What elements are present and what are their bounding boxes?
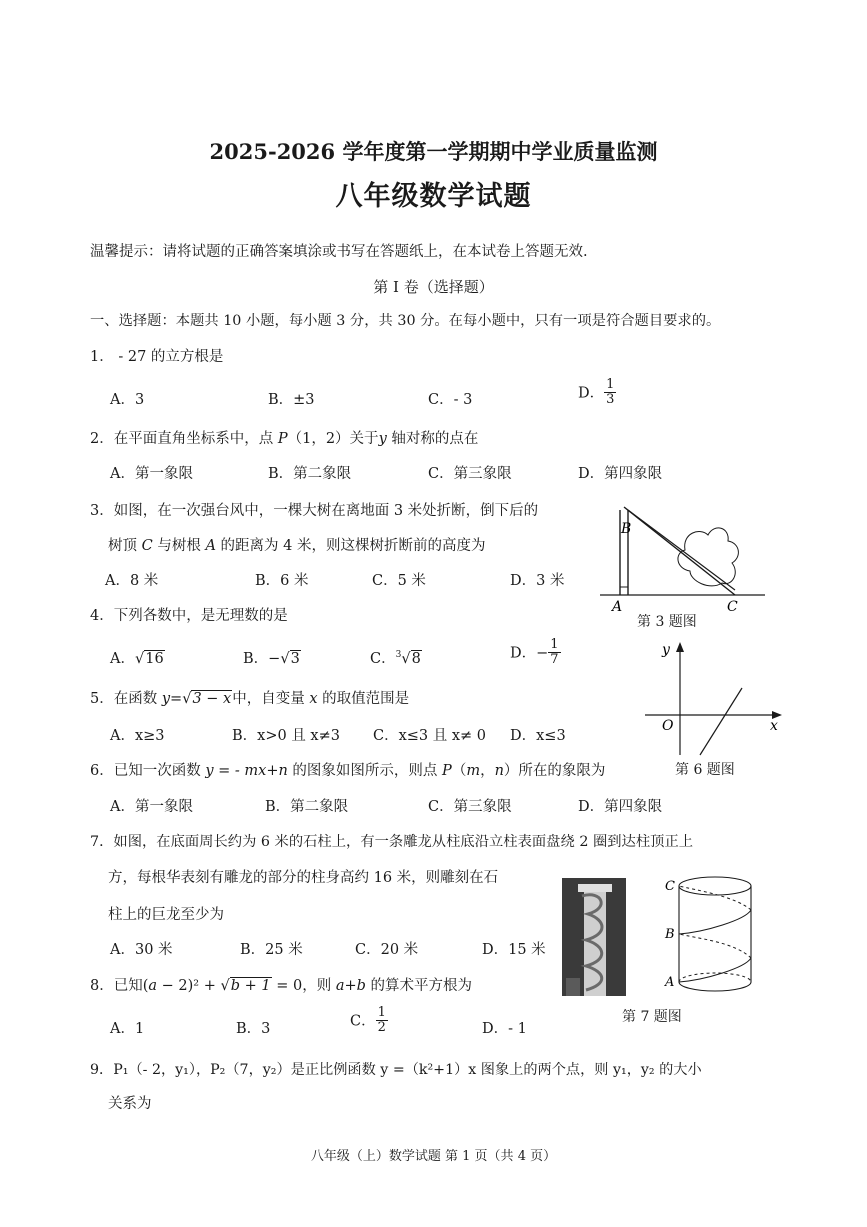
q2-option-d: D．第四象限 [578, 466, 663, 482]
q6-graph-figure [640, 640, 790, 760]
q7-option-b: B．25 米 [240, 942, 303, 958]
q6-option-b: B．第二象限 [265, 799, 349, 815]
question-7-line2: 方，每根华表刻有雕龙的部分的柱身高约 16 米，则雕刻在石 [108, 870, 499, 886]
q6-label-y: y [662, 642, 670, 658]
question-4-stem: 4．下列各数中，是无理数的是 [90, 608, 288, 624]
q7-option-d: D．15 米 [482, 942, 546, 958]
q3-label-b: B [621, 521, 632, 537]
q7-label-b: B [665, 927, 675, 942]
q1-option-c: C．- 3 [428, 392, 473, 408]
question-9-line2: 关系为 [108, 1096, 152, 1112]
q3-label-c: C [727, 599, 738, 615]
q6-option-c: C．第三象限 [428, 799, 512, 815]
q3-option-b: B．6 米 [255, 573, 309, 589]
q6-label-x: x [770, 718, 778, 734]
question-9-line1: 9．P₁（- 2，y₁），P₂（7，y₂）是正比例函数 y =（k²+1）x 图象上的两个点，则 y₁，y₂ 的大小 [90, 1062, 702, 1078]
notice: 温馨提示：请将试题的正确答案填涂或书写在答题纸上，在本试卷上答题无效. [90, 244, 588, 260]
section-title: 第 I 卷（选择题） [373, 278, 494, 296]
q4-option-d: D．− $\frac{1}{7}$ [510, 637, 559, 667]
q5-option-a: A．x≥3 [110, 728, 165, 744]
q4-option-a: A．√16 [110, 651, 164, 667]
q8-option-c: C． $\frac{1}{2}$ [350, 1005, 386, 1035]
exam-subtitle: 八年级数学试题 [335, 181, 532, 212]
q3-label-a: A [612, 599, 623, 615]
q7-cylinder-figure [665, 872, 775, 1002]
q3-figure-caption: 第 3 题图 [637, 614, 697, 630]
q7-option-c: C．20 米 [355, 942, 419, 958]
q5-option-c: C．x≤3 且 x≠ 0 [373, 728, 487, 744]
q6-label-o: O [662, 718, 674, 734]
question-7-line3: 柱上的巨龙至少为 [108, 907, 224, 923]
q1-option-b: B．±3 [268, 392, 315, 408]
q5-option-d: D．x≤3 [510, 728, 566, 744]
page-footer: 八年级（上）数学试题 第 1 页（共 4 页） [310, 1149, 557, 1164]
q1-option-a: A．3 [110, 392, 145, 408]
q5-option-b: B．x>0 且 x≠3 [232, 728, 340, 744]
q7-option-a: A．30 米 [110, 942, 173, 958]
exam-title: 2025-2026 学年度第一学期期中学业质量监测 [209, 139, 658, 164]
q7-label-a: A [665, 975, 675, 990]
q3-option-d: D．3 米 [510, 573, 565, 589]
q8-option-d: D．- 1 [482, 1021, 527, 1037]
q8-option-a: A．1 [110, 1021, 145, 1037]
q3-option-c: C．5 米 [372, 573, 426, 589]
question-7-line1: 7．如图，在底面周长约为 6 米的石柱上，有一条雕龙从柱底沿立柱表面盘绕 2 圈到达柱顶正上 [90, 834, 694, 850]
question-6-stem: 6．已知一次函数 y = - mx+n 的图象如图所示，则点 P（m，n）所在的象限为 [90, 763, 606, 779]
q2-option-b: B．第二象限 [268, 466, 352, 482]
q6-figure-caption: 第 6 题图 [675, 762, 735, 778]
q2-option-a: A．第一象限 [110, 466, 193, 482]
q7-figure-caption: 第 7 题图 [622, 1009, 682, 1025]
section-intro: 一、选择题：本题共 10 小题，每小题 3 分，共 30 分。在每小题中，只有一项是符合题目要求的。 [90, 313, 721, 329]
q4-option-c: C．$^3$√8 [370, 650, 421, 667]
question-1-stem: 1． - 27 的立方根是 [90, 349, 224, 365]
question-3-line2: 树顶 C 与树根 A 的距离为 4 米，则这棵树折断前的高度为 [108, 538, 486, 554]
q6-option-d: D．第四象限 [578, 799, 663, 815]
q4-option-b: B．−√3 [243, 651, 300, 667]
q6-option-a: A．第一象限 [110, 799, 193, 815]
q3-option-a: A．8 米 [105, 573, 159, 589]
question-3-line1: 3．如图，在一次强台风中，一棵大树在离地面 3 米处折断，倒下后的 [90, 503, 539, 519]
q3-tree-figure [590, 495, 770, 615]
q8-option-b: B．3 [236, 1021, 271, 1037]
q7-label-c: C [665, 879, 675, 894]
question-5-stem: 5．在函数 y=√3 − x中，自变量 x 的取值范围是 [90, 691, 410, 707]
question-2-stem: 2．在平面直角坐标系中，点 P（1，2）关于y 轴对称的点在 [90, 431, 479, 447]
q2-option-c: C．第三象限 [428, 466, 512, 482]
question-8-stem: 8．已知(a − 2)² + √b + 1 = 0，则 a+b 的算术平方根为 [90, 978, 472, 994]
q1-option-d: D． $\frac{1}{3}$ [578, 377, 615, 407]
q7-pillar-photo [562, 878, 626, 996]
